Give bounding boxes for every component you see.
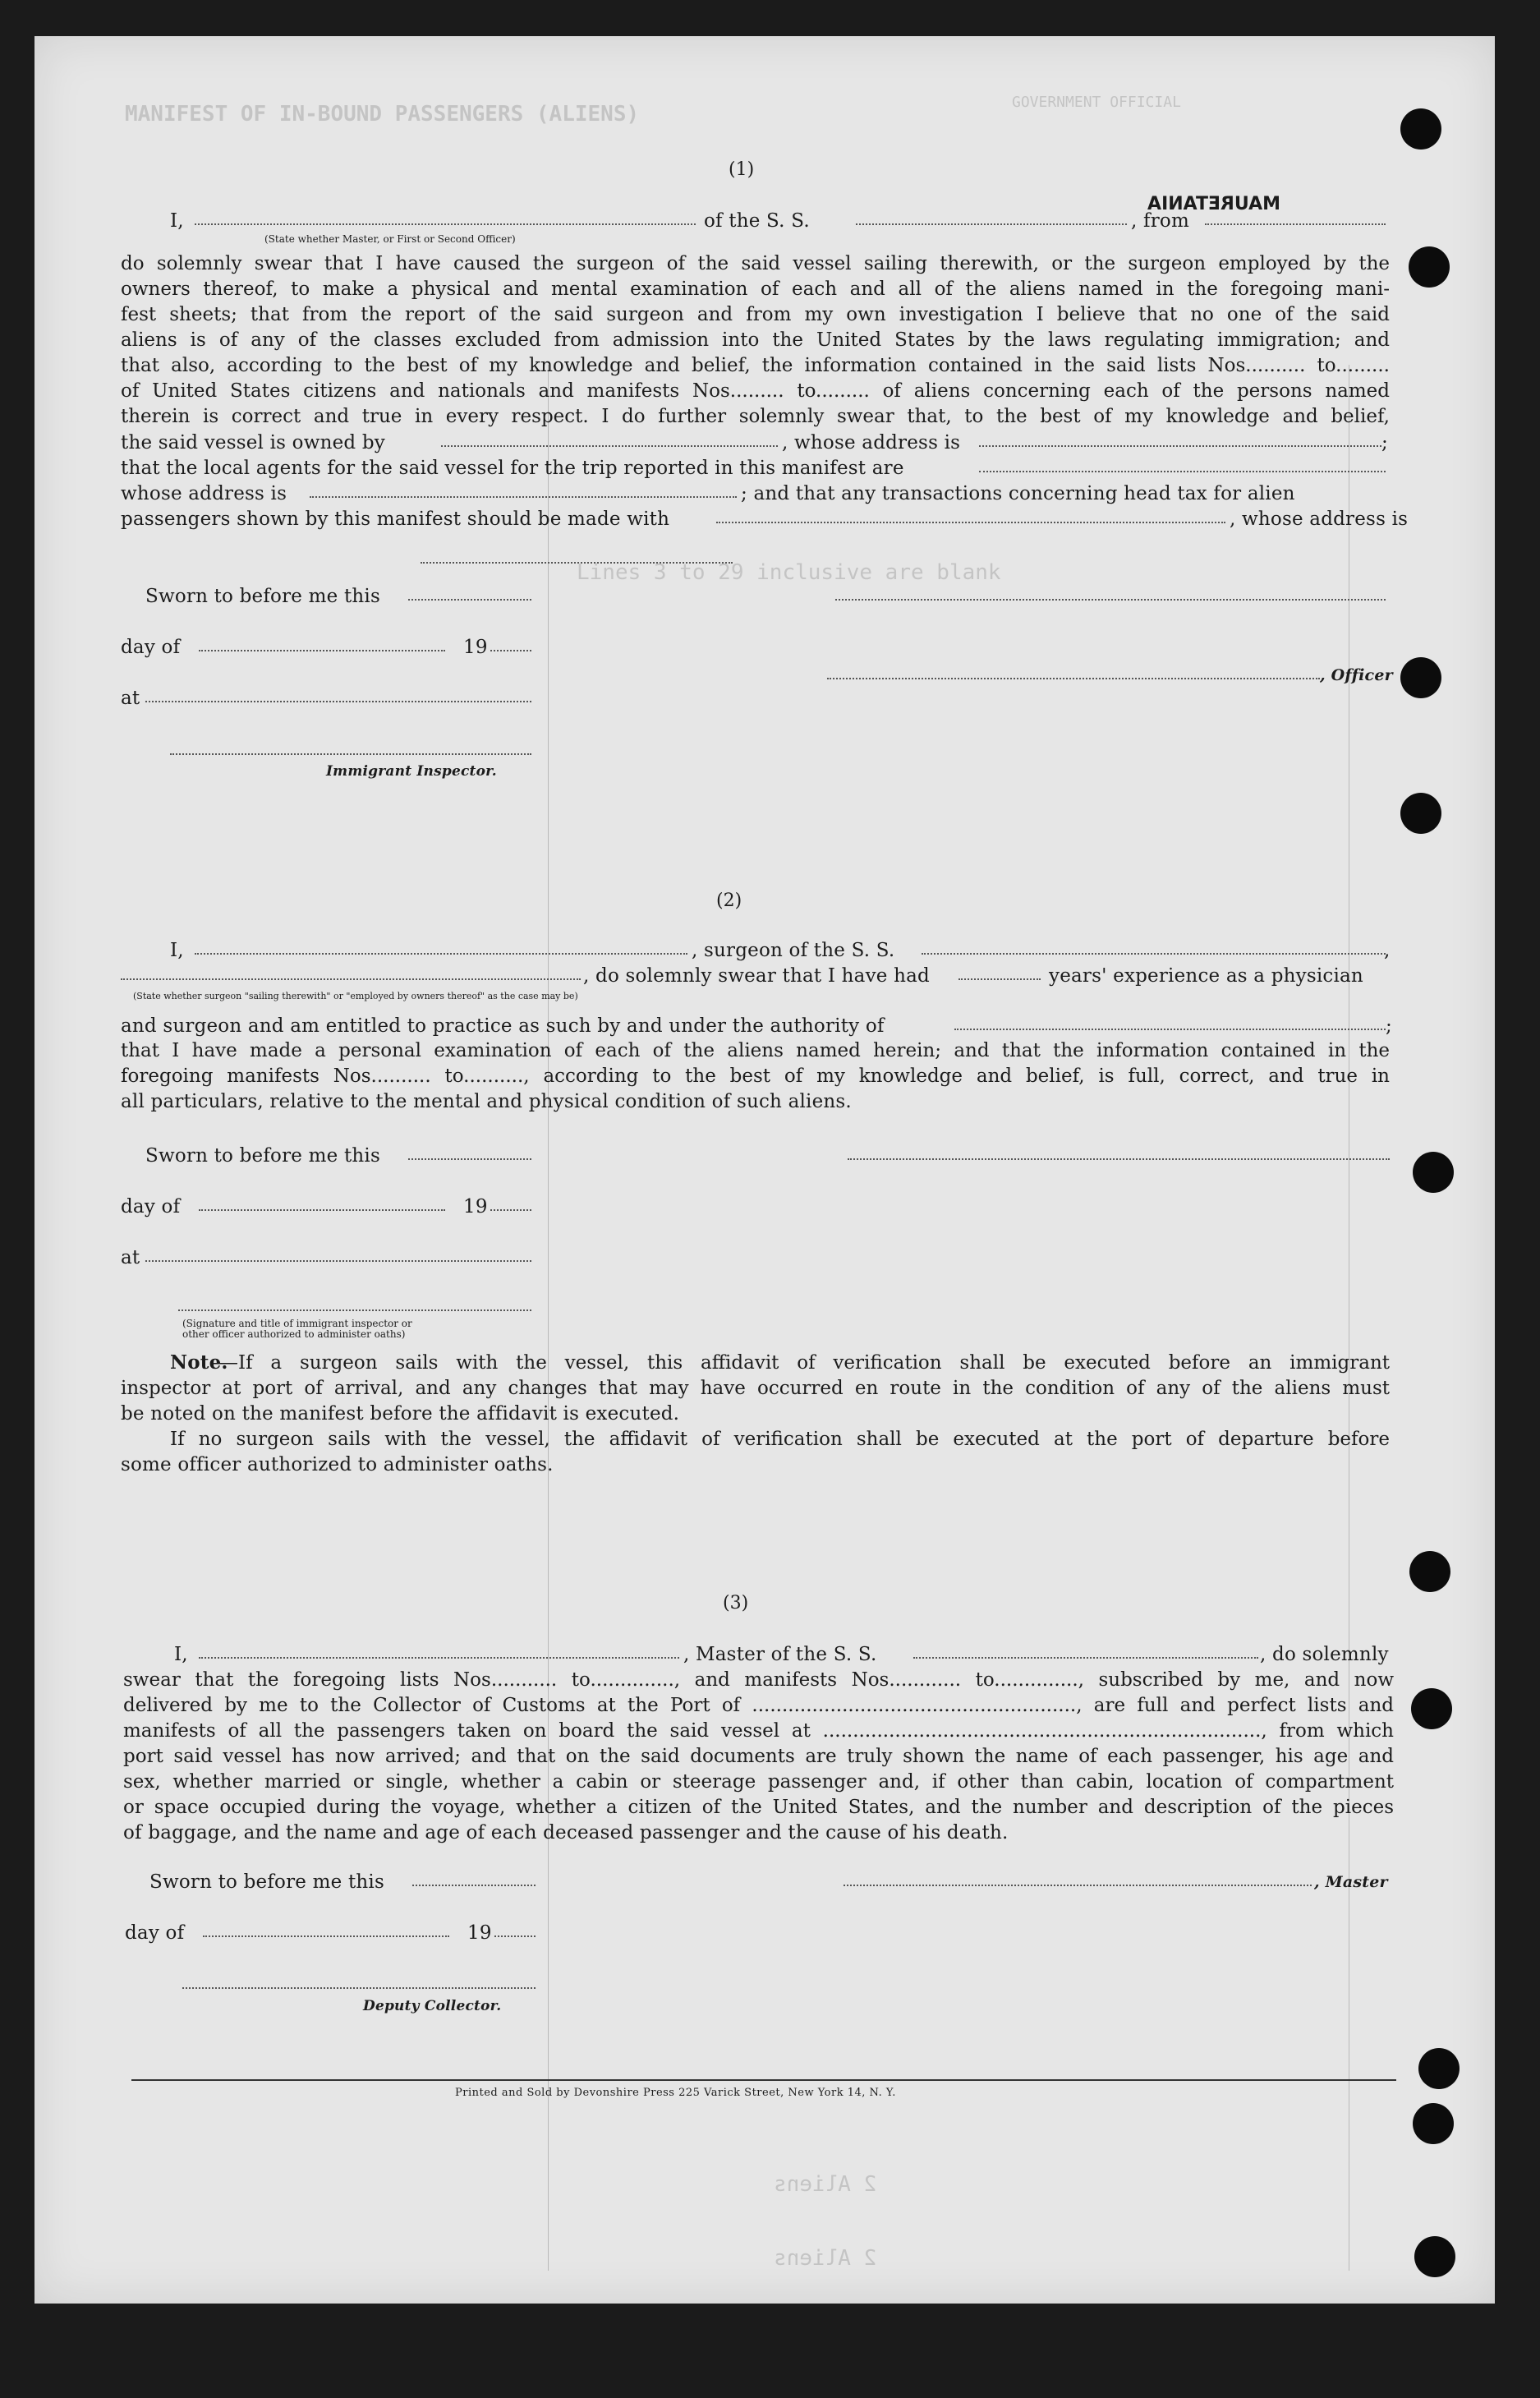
s3-line-a: swear that the foregoing lists Nos........... to.............., and manifests Nos............ to.............., subscribed by me, and now: [123, 1669, 1394, 1691]
s2-note-line3: be noted on the manifest before the affidavit is executed.: [121, 1403, 680, 1425]
s3-line-c: manifests of all the passengers taken on board the said vessel at ........................................................................., from which: [123, 1720, 1394, 1742]
s1-line-g: therein is correct and true in every respect. I do further solemnly swear that, to the best of my knowledge and belief,: [121, 406, 1390, 427]
s3-sworn: Sworn to before me this: [149, 1871, 384, 1893]
s1-from-blank: [1205, 223, 1386, 225]
s1-agents-blank: [979, 471, 1386, 472]
s3-line-b: delivered by me to the Collector of Customs at the Port of ......................................................, are full and perfect lists and: [123, 1695, 1394, 1716]
s3-name-blank: [199, 1657, 679, 1659]
s1-signature-blank: [835, 599, 1386, 601]
s2-note-line2: inspector at port of arrival, and any changes that may have occurred en route in the condition of any of the aliens must: [121, 1378, 1390, 1399]
s2-sworn-blank: [408, 1158, 531, 1160]
s1-at-blank: [145, 701, 531, 702]
s2-sig-note-2: other officer authorized to administer oaths): [182, 1328, 406, 1340]
ghost-lines-note: Lines 3 to 29 inclusive are blank: [577, 560, 1001, 585]
s1-passengers-blank: [716, 522, 1225, 523]
s2-sworn: Sworn to before me this: [145, 1145, 380, 1167]
ghost-aliens-lower: 2 Aliens: [774, 2246, 877, 2271]
s2-ship-blank: [922, 953, 1386, 955]
ghost-aliens-upper: 2 Aliens: [774, 2172, 877, 2197]
s1-head-tax: ; and that any transactions concerning head tax for alien: [741, 483, 1295, 504]
bleed-line: [548, 365, 549, 2271]
s3-deputy-line: [182, 1987, 536, 1989]
s2-year-blank: [490, 1209, 531, 1211]
s1-line1-from: , from: [1131, 210, 1189, 232]
section-1-heading: (1): [729, 159, 755, 180]
s1-at: at: [121, 688, 140, 709]
s2-line2-a: , do solemnly swear that I have had: [583, 965, 930, 987]
s1-owner-blank: [441, 445, 778, 447]
s2-authority-blank: [954, 1029, 1386, 1030]
section-2-heading: (2): [716, 891, 742, 911]
punch-hole: [1400, 657, 1441, 698]
punch-hole: [1414, 2236, 1455, 2277]
s1-agents: that the local agents for the said vessel for the trip reported in this manifest are: [121, 458, 904, 479]
s2-comma: ,: [1384, 940, 1391, 961]
s3-line-d: port said vessel has now arrived; and that on the said documents are truly shown the name of each passenger, his age and: [123, 1746, 1394, 1767]
s1-ship-blank: [856, 223, 1127, 225]
s1-owned-b: , whose address is: [782, 432, 961, 453]
s1-line-a: do solemnly swear that I have caused the surgeon of the said vessel sailing therewith, or the surgeon employed by the: [121, 253, 1390, 274]
s2-day-blank: [199, 1209, 445, 1211]
punch-hole: [1400, 793, 1441, 834]
s1-line-c: fest sheets; that from the report of the said surgeon and from my own investigation I believe that no one of the said: [121, 304, 1390, 325]
s3-line-g: of baggage, and the name and age of each deceased passenger and the cause of his death.: [123, 1822, 1009, 1843]
s2-line2-b: years' experience as a physician: [1049, 965, 1363, 987]
punch-hole: [1411, 1688, 1452, 1729]
s1-line-d: aliens is of any of the classes excluded from admission into the United States by the laws regulating immigration; and: [121, 329, 1390, 351]
s3-year-blank: [494, 1935, 536, 1937]
s2-surgeon-type-blank: [121, 978, 581, 980]
s3-line-e: sex, whether married or single, whether a cabin or steerage passenger and, if other than cabin, location of compartment: [123, 1771, 1394, 1793]
s2-line3: and surgeon and am entitled to practice as such by and under the authority of: [121, 1015, 885, 1037]
s2-signature-blank: [848, 1158, 1390, 1160]
s2-line5: foregoing manifests Nos.......... to.........., according to the best of my knowledge and belief, is full, correct, and true in: [121, 1066, 1390, 1087]
s1-year-blank: [490, 650, 531, 651]
s1-year: 19: [463, 637, 488, 658]
ship-name-stamp: MAURETANIA: [1147, 194, 1281, 214]
ghost-stamp: GOVERNMENT OFFICIAL: [1012, 94, 1181, 111]
s1-sworn-blank: [408, 599, 531, 601]
s1-master-note: (State whether Master, or First or Second Officer): [264, 233, 516, 245]
ghost-heading: MANIFEST OF IN-BOUND PASSENGERS (ALIENS): [125, 102, 640, 127]
s1-officer-blank: [827, 678, 1320, 679]
s3-line1-a: I,: [174, 1644, 188, 1665]
s3-master-blank: [844, 1885, 1312, 1886]
s2-year: 19: [463, 1196, 488, 1217]
punch-hole: [1400, 108, 1441, 150]
s2-name-blank: [195, 953, 687, 955]
s3-year: 19: [467, 1922, 492, 1944]
s2-semicolon: ;: [1386, 1015, 1392, 1037]
s1-day-blank: [199, 650, 445, 651]
s2-line1-b: , surgeon of the S. S.: [692, 940, 895, 961]
s1-officer: , Officer: [1320, 666, 1393, 684]
s2-note-p2-line2: some officer authorized to administer oaths.: [121, 1454, 554, 1475]
punch-hole: [1418, 2048, 1460, 2089]
s2-inspector-line: [178, 1309, 531, 1311]
s1-passengers-b: , whose address is: [1230, 509, 1409, 530]
s1-owned-a: the said vessel is owned by: [121, 432, 385, 453]
s3-ship-blank: [913, 1657, 1258, 1659]
s1-inspector-line: [170, 753, 531, 755]
s2-note-label: Note.: [170, 1351, 228, 1374]
s1-day-of: day of: [121, 637, 181, 658]
punch-hole: [1413, 1152, 1454, 1193]
s1-master-blank: [195, 223, 696, 225]
s3-deputy: Deputy Collector.: [363, 1998, 502, 2014]
s2-at: at: [121, 1247, 140, 1268]
s1-sworn: Sworn to before me this: [145, 586, 380, 607]
s3-line-f: or space occupied during the voyage, whether a citizen of the United States, and the number and description of the pieces: [123, 1797, 1394, 1818]
s1-owner-address-blank: [979, 445, 1381, 447]
s3-sworn-blank: [412, 1885, 536, 1886]
s2-sig-note-1: (Signature and title of immigrant inspector or: [182, 1318, 412, 1329]
s3-line1-b: , Master of the S. S.: [683, 1644, 877, 1665]
s2-note-p2-line1: If no surgeon sails with the vessel, the affidavit of verification shall be executed at the port of departure before: [170, 1429, 1390, 1450]
s1-inspector: Immigrant Inspector.: [326, 763, 497, 780]
section-3-heading: (3): [723, 1593, 749, 1613]
s3-master: , Master: [1314, 1873, 1388, 1891]
document-page: [34, 36, 1495, 2304]
s2-note-line1: —If a surgeon sails with the vessel, this affidavit of verification shall be executed before an immigrant: [219, 1352, 1390, 1374]
s1-line1-ss: of the S. S.: [704, 210, 810, 232]
s3-line1-c: , do solemnly: [1260, 1644, 1389, 1665]
s2-years-blank: [958, 978, 1041, 980]
s1-whose-address: whose address is: [121, 483, 287, 504]
s2-line4: that I have made a personal examination of each of the aliens named herein; and that the information contained in the: [121, 1040, 1390, 1061]
s1-line-e: that also, according to the best of my knowledge and belief, the information contained in the said lists Nos.......... to.........: [121, 355, 1390, 376]
footer-rule: [131, 2079, 1396, 2081]
s1-line-f: of United States citizens and nationals and manifests Nos......... to......... of aliens concerning each of the persons named: [121, 380, 1390, 402]
punch-hole: [1409, 1551, 1450, 1592]
s2-day-of: day of: [121, 1196, 181, 1217]
s2-at-blank: [145, 1260, 531, 1262]
s2-line1-a: I,: [170, 940, 184, 961]
s1-passengers-a: passengers shown by this manifest should be made with: [121, 509, 670, 530]
s1-line1-i: I,: [170, 210, 184, 232]
s1-semicolon: ;: [1381, 432, 1388, 453]
s1-agent-address-blank: [310, 496, 737, 498]
punch-hole: [1413, 2103, 1454, 2144]
s1-address-continuation: [421, 562, 733, 564]
s3-day-of: day of: [125, 1922, 185, 1944]
s2-line6: all particulars, relative to the mental and physical condition of such aliens.: [121, 1091, 852, 1112]
s2-surgeon-note: (State whether surgeon "sailing therewith" or "employed by owners thereof" as the case may be): [133, 991, 578, 1001]
s3-day-blank: [203, 1935, 449, 1937]
s1-line-b: owners thereof, to make a physical and mental examination of each and all of the aliens named in the foregoing mani-: [121, 278, 1390, 300]
punch-hole: [1409, 246, 1450, 288]
printer-line: Printed and Sold by Devonshire Press 225 Varick Street, New York 14, N. Y.: [455, 2087, 896, 2099]
